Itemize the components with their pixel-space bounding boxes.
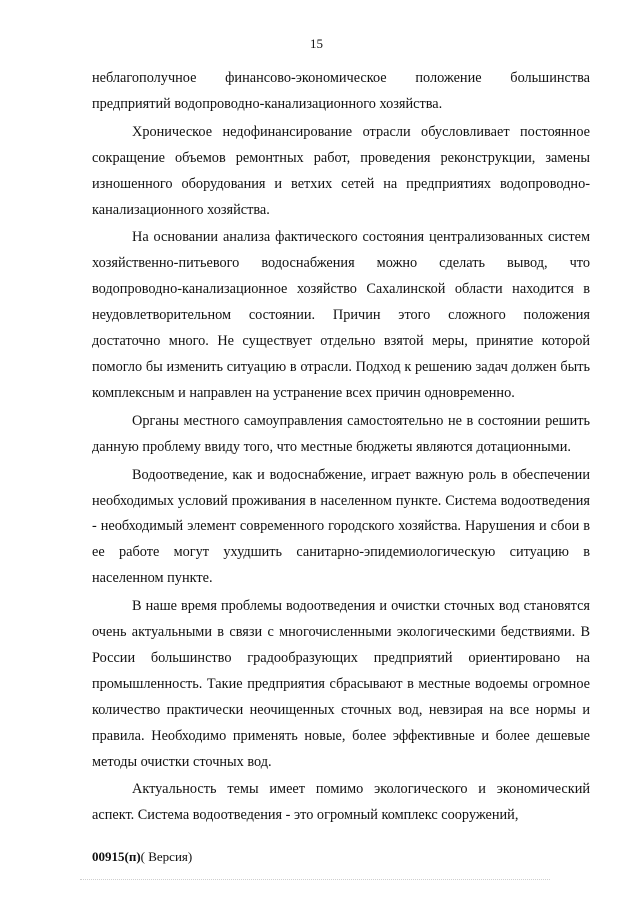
paragraph-3: На основании анализа фактического состояния централизованных систем хозяйственно-питьевого водоснабжения можно сделать вывод, что водопроводно-канализационное хозяйство Сахалинской области находится в неудовлетворительном состоянии. Причин этого сложного положения достаточно много. Не существует отдельно взятой меры, принятие которой помогло бы изменить ситуацию в отрасли. Подход к решению задач должен быть комплексным и направлен на устранение всех причин одновременно. — [92, 229, 590, 401]
footer-version: ( Версия) — [140, 849, 193, 864]
page-number: 15 — [310, 36, 323, 51]
footer-stamp — [92, 849, 192, 865]
paragraph-2: Хроническое недофинансирование отрасли обусловливает постоянное сокращение объемов ремонтных работ, проведения реконструкции, замены изношенного оборудования и ветхих сетей на предприятиях водопроводно-канализационного хозяйства. — [92, 123, 590, 218]
footer-divider — [80, 879, 550, 880]
paragraph-4: Органы местного самоуправления самостоятельно не в состоянии решить данную проблему ввиду того, что местные бюджеты являются дотационными. — [92, 412, 590, 455]
paragraph-1: неблагополучное финансово-экономическое положение большинства предприятий водопроводно-канализационного хозяйства. — [92, 70, 590, 112]
document-body — [92, 66, 590, 829]
paragraph-6: В наше время проблемы водоотведения и очистки сточных вод становятся очень актуальными в связи с многочисленными экологическими бедствиями. В России большинство градообразующих предприятий ориентировано на промышленность. Такие предприятия сбрасывают в местные водоемы огромное количество практически неочищенных сточных вод, невзирая на все нормы и правила. Необходимо применять новые, более эффективные и более дешевые методы очистки сточных вод. — [92, 598, 590, 770]
paragraph-7: Актуальность темы имеет помимо экологического и экономический аспект. Система водоотведения - это огромный комплекс сооружений, — [92, 781, 590, 824]
footer-code: 00915(п) — [92, 849, 141, 864]
paragraph-5: Водоотведение, как и водоснабжение, играет важную роль в обеспечении необходимых условий проживания в населенном пункте. Система водоотведения - необходимый элемент современного городского хозяйства. Нарушения и сбои в ее работе могут ухудшить санитарно-эпидемиологическую ситуацию в населенном пункте. — [92, 466, 590, 587]
